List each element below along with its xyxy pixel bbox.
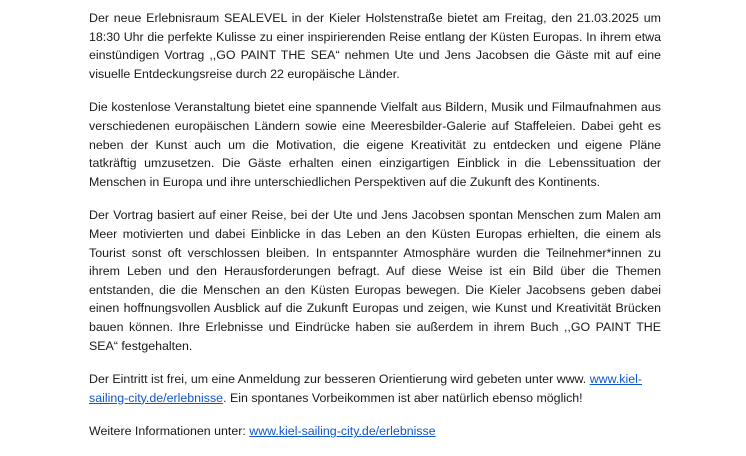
more-info-link[interactable]: www.kiel-sailing-city.de/erlebnisse [249,424,436,439]
press-release-body [89,9,661,456]
paragraph-registration [89,370,661,407]
paragraph-intro: Der neue Erlebnisraum SEALEVEL in der Kieler Holstenstraße bietet am Freitag, den 21.03.2025 um 18:30 Uhr die perfekte Kulisse zu einer inspirierenden Reise entlang der Küsten Europas. In ihrem etwa einstündigen Vortrag ,,GO PAINT THE SEA“ nehmen Ute und Jens Jacobsen die Gäste mit auf eine visuelle Entdeckungsreise durch 22 europäische Länder. [89,11,661,81]
paragraph-background: Der Vortrag basiert auf einer Reise, bei der Ute und Jens Jacobsen spontan Menschen zum Malen am Meer motivierten und dabei Einblicke in das Leben an den Küsten Europas erhielten, die einem als Tourist sonst oft verschlossen bleiben. In entspannter Atmosphäre wurden die Teilnehmer*innen zu ihrem Leben und den Herausforderungen befragt. Auf diese Weise ist ein Bild über die Themen entstanden, die die Menschen an den Küsten Europas bewegen. Die Kieler Jacobsens geben dabei einen hoffnungsvollen Ausblick auf die Zukunft Europas und zeigen, wie Kunst und Kreativität Brücken bauen können. Ihre Erlebnisse und Eindrücke haben sie außerdem in ihrem Buch ,,GO PAINT THE SEA“ festgehalten. [89,208,661,353]
more-info-label: Weitere Informationen unter: [89,424,250,439]
paragraph-more-info [89,422,661,441]
registration-text: Der Eintritt ist frei, um eine Anmeldung zur besseren Orientierung wird gebeten unter www. [89,372,590,387]
paragraph-event-details: Die kostenlose Veranstaltung bietet eine spannende Vielfalt aus Bildern, Musik und Filmaufnahmen aus verschiedenen europäischen Ländern sowie eine Meeresbilder-Galerie auf Staffeleien. Dabei geht es neben der Kunst auch um die Motivation, die eigene Kreativität zu entdecken und eigene Pläne tatkräftig umzusetzen. Die Gäste erhalten einen einzigartigen Einblick in die Lebenssituation der Menschen in Europa und ihre unterschiedlichen Perspektiven auf die Zukunft des Kontinents. [89,100,661,189]
registration-link[interactable]: www.kiel-sailing-city.de/erlebnisse [89,372,643,405]
registration-text-after: . Ein spontanes Vorbeikommen ist aber natürlich ebenso möglich! [223,390,583,405]
